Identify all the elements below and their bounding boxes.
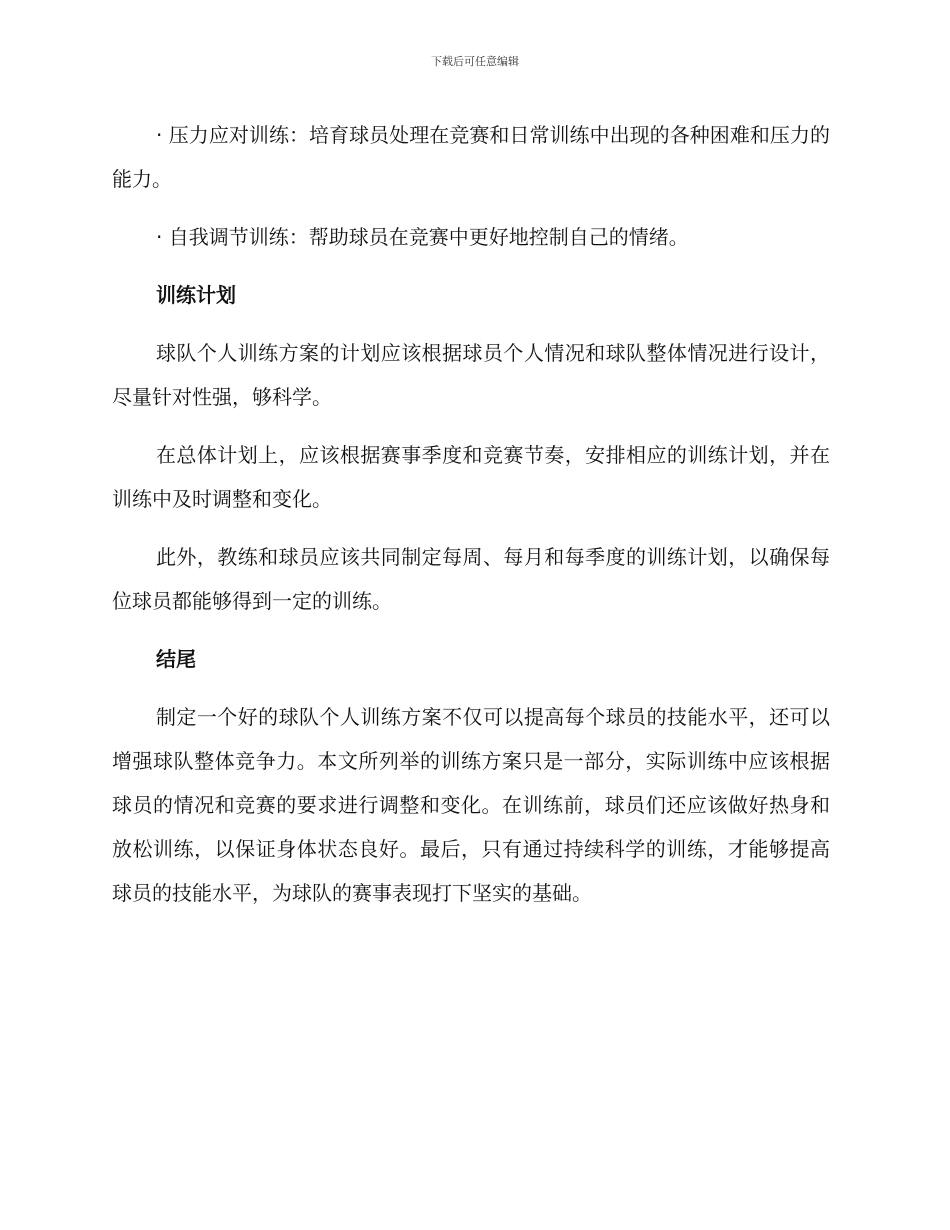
- paragraph-conclusion: 制定一个好的球队个人训练方案不仅可以提高每个球员的技能水平，还可以增强球队整体竞争力。本文所列举的训练方案只是一部分，实际训练中应该根据球员的情况和竞赛的要求进行调整和变化。在训练前，球员们还应该做好热身和放松训练，以保证身体状态良好。最后，只有通过持续科学的训练，才能够提高球员的技能水平，为球队的赛事表现打下坚实的基础。: [112, 705, 830, 905]
- paragraph-overall-plan: 在总体计划上，应该根据赛事季度和竞赛节奏，安排相应的训练计划，并在训练中及时调整和变化。: [112, 443, 830, 511]
- paragraph-self-regulation-training: · 自我调节训练：帮助球员在竞赛中更好地控制自己的情绪。: [156, 225, 689, 249]
- section-heading-conclusion: 结尾: [156, 647, 196, 671]
- paragraph-plan-design: 球队个人训练方案的计划应该根据球员个人情况和球队整体情况进行设计，尽量针对性强，够科学。: [112, 341, 830, 409]
- paragraph-schedule: 此外，教练和球员应该共同制定每周、每月和每季度的训练计划，以确保每位球员都能够得到一定的训练。: [112, 545, 830, 613]
- page-header: 下载后可任意编辑: [431, 55, 519, 68]
- document-body: [112, 113, 830, 915]
- paragraph-pressure-training: · 压力应对训练：培育球员处理在竞赛和日常训练中出现的各种困难和压力的能力。: [112, 123, 830, 191]
- section-heading-training-plan: 训练计划: [156, 283, 236, 307]
